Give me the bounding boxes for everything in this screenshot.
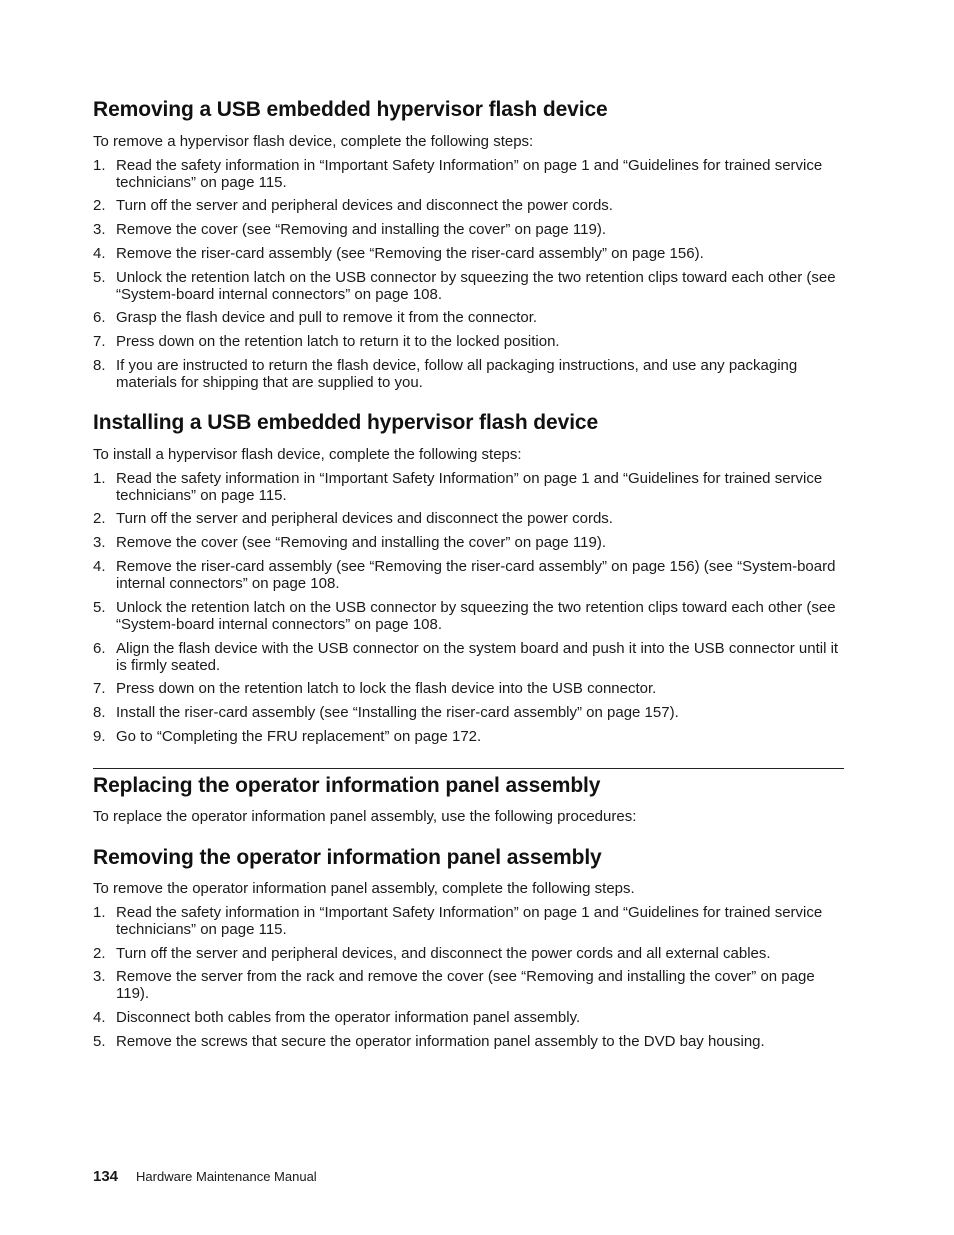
list-item: 7. Press down on the retention latch to return it to the locked position. xyxy=(93,333,560,350)
list-item: 4. Disconnect both cables from the operator information panel assembly. xyxy=(93,1009,581,1026)
list-item: 7. Press down on the retention latch to lock the flash device into the USB connector. xyxy=(93,680,657,697)
section-intro: To remove the operator information panel assembly, complete the following steps. xyxy=(93,880,635,897)
section-heading: Installing a USB embedded hypervisor flash device xyxy=(93,411,599,434)
manual-title: Hardware Maintenance Manual xyxy=(136,1169,317,1184)
list-item: 9. Go to “Completing the FRU replacement” on page 172. xyxy=(93,728,482,745)
list-item: 5. Remove the screws that secure the operator information panel assembly to the DVD bay housing. xyxy=(93,1033,765,1050)
list-item: 8. If you are instructed to return the flash device, follow all packaging instructions, and use any packaging materials for shipping that are supplied to you. xyxy=(93,357,798,391)
list-item: 4. Remove the riser-card assembly (see “Removing the riser-card assembly” on page 156) (see “System-board internal connectors” on page 108. xyxy=(93,558,836,592)
list-item: 3. Remove the server from the rack and remove the cover (see “Removing and installing the cover” on page 119). xyxy=(93,968,815,1002)
list-item: 3. Remove the cover (see “Removing and installing the cover” on page 119). xyxy=(93,221,606,238)
list-item: 3. Remove the cover (see “Removing and installing the cover” on page 119). xyxy=(93,534,606,551)
page-number: 134 xyxy=(93,1168,119,1185)
section-heading: Replacing the operator information panel assembly xyxy=(93,774,601,797)
list-item: 2. Turn off the server and peripheral devices and disconnect the power cords. xyxy=(93,197,613,214)
section-replace-panel xyxy=(93,774,845,798)
list-item: 4. Remove the riser-card assembly (see “Removing the riser-card assembly” on page 156). xyxy=(93,245,704,262)
list-item: 1. Read the safety information in “Important Safety Information” on page 1 and “Guidelines for trained service technicians” on page 115. xyxy=(93,157,823,191)
section-divider xyxy=(93,768,844,769)
section-install-flash xyxy=(93,411,845,435)
section-remove-panel xyxy=(93,846,845,870)
list-item: 8. Install the riser-card assembly (see “Installing the riser-card assembly” on page 157). xyxy=(93,704,679,721)
page-footer xyxy=(93,1168,317,1185)
list-item: 2. Turn off the server and peripheral devices and disconnect the power cords. xyxy=(93,510,613,527)
list-item: 6. Align the flash device with the USB connector on the system board and push it into the USB connector until it is firmly seated. xyxy=(93,640,839,674)
list-item: 1. Read the safety information in “Important Safety Information” on page 1 and “Guidelines for trained service technicians” on page 115. xyxy=(93,470,823,504)
section-heading: Removing the operator information panel assembly xyxy=(93,846,602,869)
list-item: 1. Read the safety information in “Important Safety Information” on page 1 and “Guidelines for trained service technicians” on page 115. xyxy=(93,904,823,938)
section-remove-flash xyxy=(93,98,845,122)
section-heading: Removing a USB embedded hypervisor flash device xyxy=(93,98,608,121)
section-intro: To remove a hypervisor flash device, complete the following steps: xyxy=(93,133,534,150)
section-intro: To replace the operator information panel assembly, use the following procedures: xyxy=(93,808,637,825)
list-item: 6. Grasp the flash device and pull to remove it from the connector. xyxy=(93,309,538,326)
section-intro: To install a hypervisor flash device, complete the following steps: xyxy=(93,446,522,463)
list-item: 5. Unlock the retention latch on the USB connector by squeezing the two retention clips toward each other (see “System-board internal connectors” on page 108. xyxy=(93,599,836,633)
list-item: 2. Turn off the server and peripheral devices, and disconnect the power cords and all external cables. xyxy=(93,945,771,962)
list-item: 5. Unlock the retention latch on the USB connector by squeezing the two retention clips toward each other (see “System-board internal connectors” on page 108. xyxy=(93,269,836,303)
